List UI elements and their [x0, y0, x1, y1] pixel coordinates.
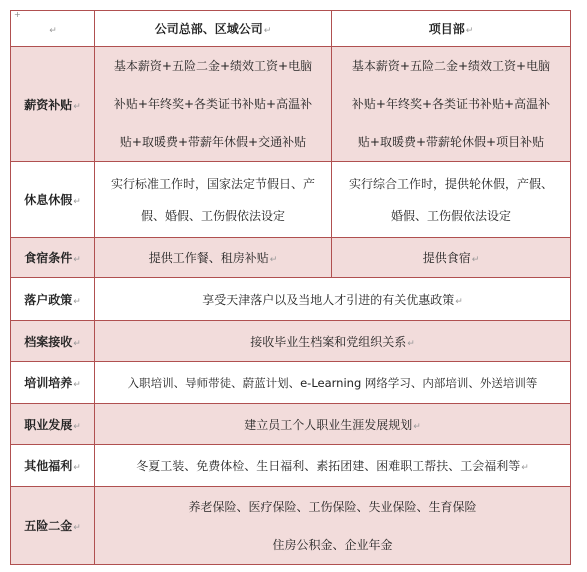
- row-label-career: 职业发展↵: [11, 404, 95, 445]
- paragraph-mark: ↵: [73, 523, 81, 533]
- row-label-vacation: 休息休假↵: [11, 162, 95, 238]
- row-vacation: [11, 162, 571, 238]
- row-food-lodging: [11, 238, 571, 278]
- paragraph-mark: ↵: [73, 101, 81, 112]
- text-line: 实行综合工作时，提供轮休假，产假、: [348, 176, 553, 191]
- row-label-salary: 薪资补贴↵: [11, 47, 95, 162]
- paragraph-mark: ↵: [49, 25, 57, 36]
- paragraph-mark: ↵: [73, 421, 81, 432]
- row-label-other-welfare: 其他福利↵: [11, 445, 95, 487]
- row-label-insurance: 五险二金↵: [11, 487, 95, 565]
- cell-insurance: [95, 487, 571, 565]
- paragraph-mark: ↵: [73, 197, 81, 207]
- paragraph-mark: ↵: [73, 338, 81, 349]
- cell-training: 入职培训、导师带徒、蔚蓝计划、e-Learning 网络学习、内部培训、外送培训等: [95, 362, 571, 404]
- paragraph-mark: ↵: [263, 26, 272, 36]
- paragraph-mark: ↵: [73, 255, 81, 265]
- row-label-hukou: 落户政策↵: [11, 278, 95, 321]
- header-col-hq: 公司总部、区域公司↵: [95, 11, 332, 47]
- cell-vacation-hq: [95, 162, 332, 238]
- text-line: 婚假、工伤假依法设定: [390, 208, 511, 223]
- benefits-table: [10, 10, 571, 565]
- paragraph-mark: ↵: [73, 296, 81, 307]
- text-line: 贴+取暖费+带薪年休假+交通补贴: [119, 135, 307, 149]
- text-line: 基本薪资+五险二金+绩效工资+电脑: [351, 59, 551, 73]
- cell-food-project: 提供食宿↵: [332, 238, 571, 278]
- table-anchor-mark: +: [14, 10, 21, 19]
- row-other-welfare: [11, 445, 571, 487]
- text-line: 住房公积金、企业年金: [272, 537, 393, 552]
- text-line: 养老保险、医疗保险、工伤保险、失业保险、生育保险: [188, 499, 477, 514]
- text-line: 补贴+年终奖+各类证书补贴+高温补: [113, 97, 313, 111]
- header-col-project: 项目部↵: [332, 11, 571, 47]
- paragraph-mark: ↵: [407, 338, 415, 349]
- cell-other-welfare: 冬夏工装、免费体检、生日福利、素拓团建、困难职工帮扶、工会福利等↵: [95, 445, 571, 487]
- row-label-training: 培训培养↵: [11, 362, 95, 404]
- cell-hukou: 享受天津落户以及当地人才引进的有关优惠政策↵: [95, 278, 571, 321]
- row-career: [11, 404, 571, 445]
- paragraph-mark: ↵: [471, 255, 480, 265]
- row-archives: [11, 321, 571, 362]
- cell-salary-hq: [95, 47, 332, 162]
- row-hukou: [11, 278, 571, 321]
- row-insurance: [11, 487, 571, 565]
- header-row: [11, 11, 571, 47]
- text-line: 假、婚假、工伤假依法设定: [140, 208, 285, 223]
- row-label-archives: 档案接收↵: [11, 321, 95, 362]
- text-line: 补贴+年终奖+各类证书补贴+高温补: [351, 97, 551, 111]
- benefits-table-wrapper: [10, 10, 570, 565]
- cell-vacation-project: [332, 162, 571, 238]
- header-corner-cell: [11, 11, 95, 47]
- paragraph-mark: ↵: [521, 463, 529, 473]
- text-line: 基本薪资+五险二金+绩效工资+电脑: [113, 59, 313, 73]
- paragraph-mark: ↵: [73, 380, 81, 390]
- paragraph-mark: ↵: [465, 26, 474, 36]
- row-training: [11, 362, 571, 404]
- row-label-food-lodging: 食宿条件↵: [11, 238, 95, 278]
- paragraph-mark: ↵: [269, 255, 278, 265]
- paragraph-mark: ↵: [73, 463, 81, 473]
- cell-food-hq: 提供工作餐、租房补贴↵: [95, 238, 332, 278]
- row-salary: [11, 47, 571, 162]
- text-line: 贴+取暖费+带薪轮休假+项目补贴: [357, 135, 545, 149]
- cell-career: 建立员工个人职业生涯发展规划↵: [95, 404, 571, 445]
- cell-archives: 接收毕业生档案和党组织关系↵: [95, 321, 571, 362]
- paragraph-mark: ↵: [455, 296, 463, 307]
- cell-salary-project: [332, 47, 571, 162]
- text-line: 实行标准工作时，国家法定节假日、产: [110, 176, 315, 191]
- paragraph-mark: ↵: [413, 421, 421, 432]
